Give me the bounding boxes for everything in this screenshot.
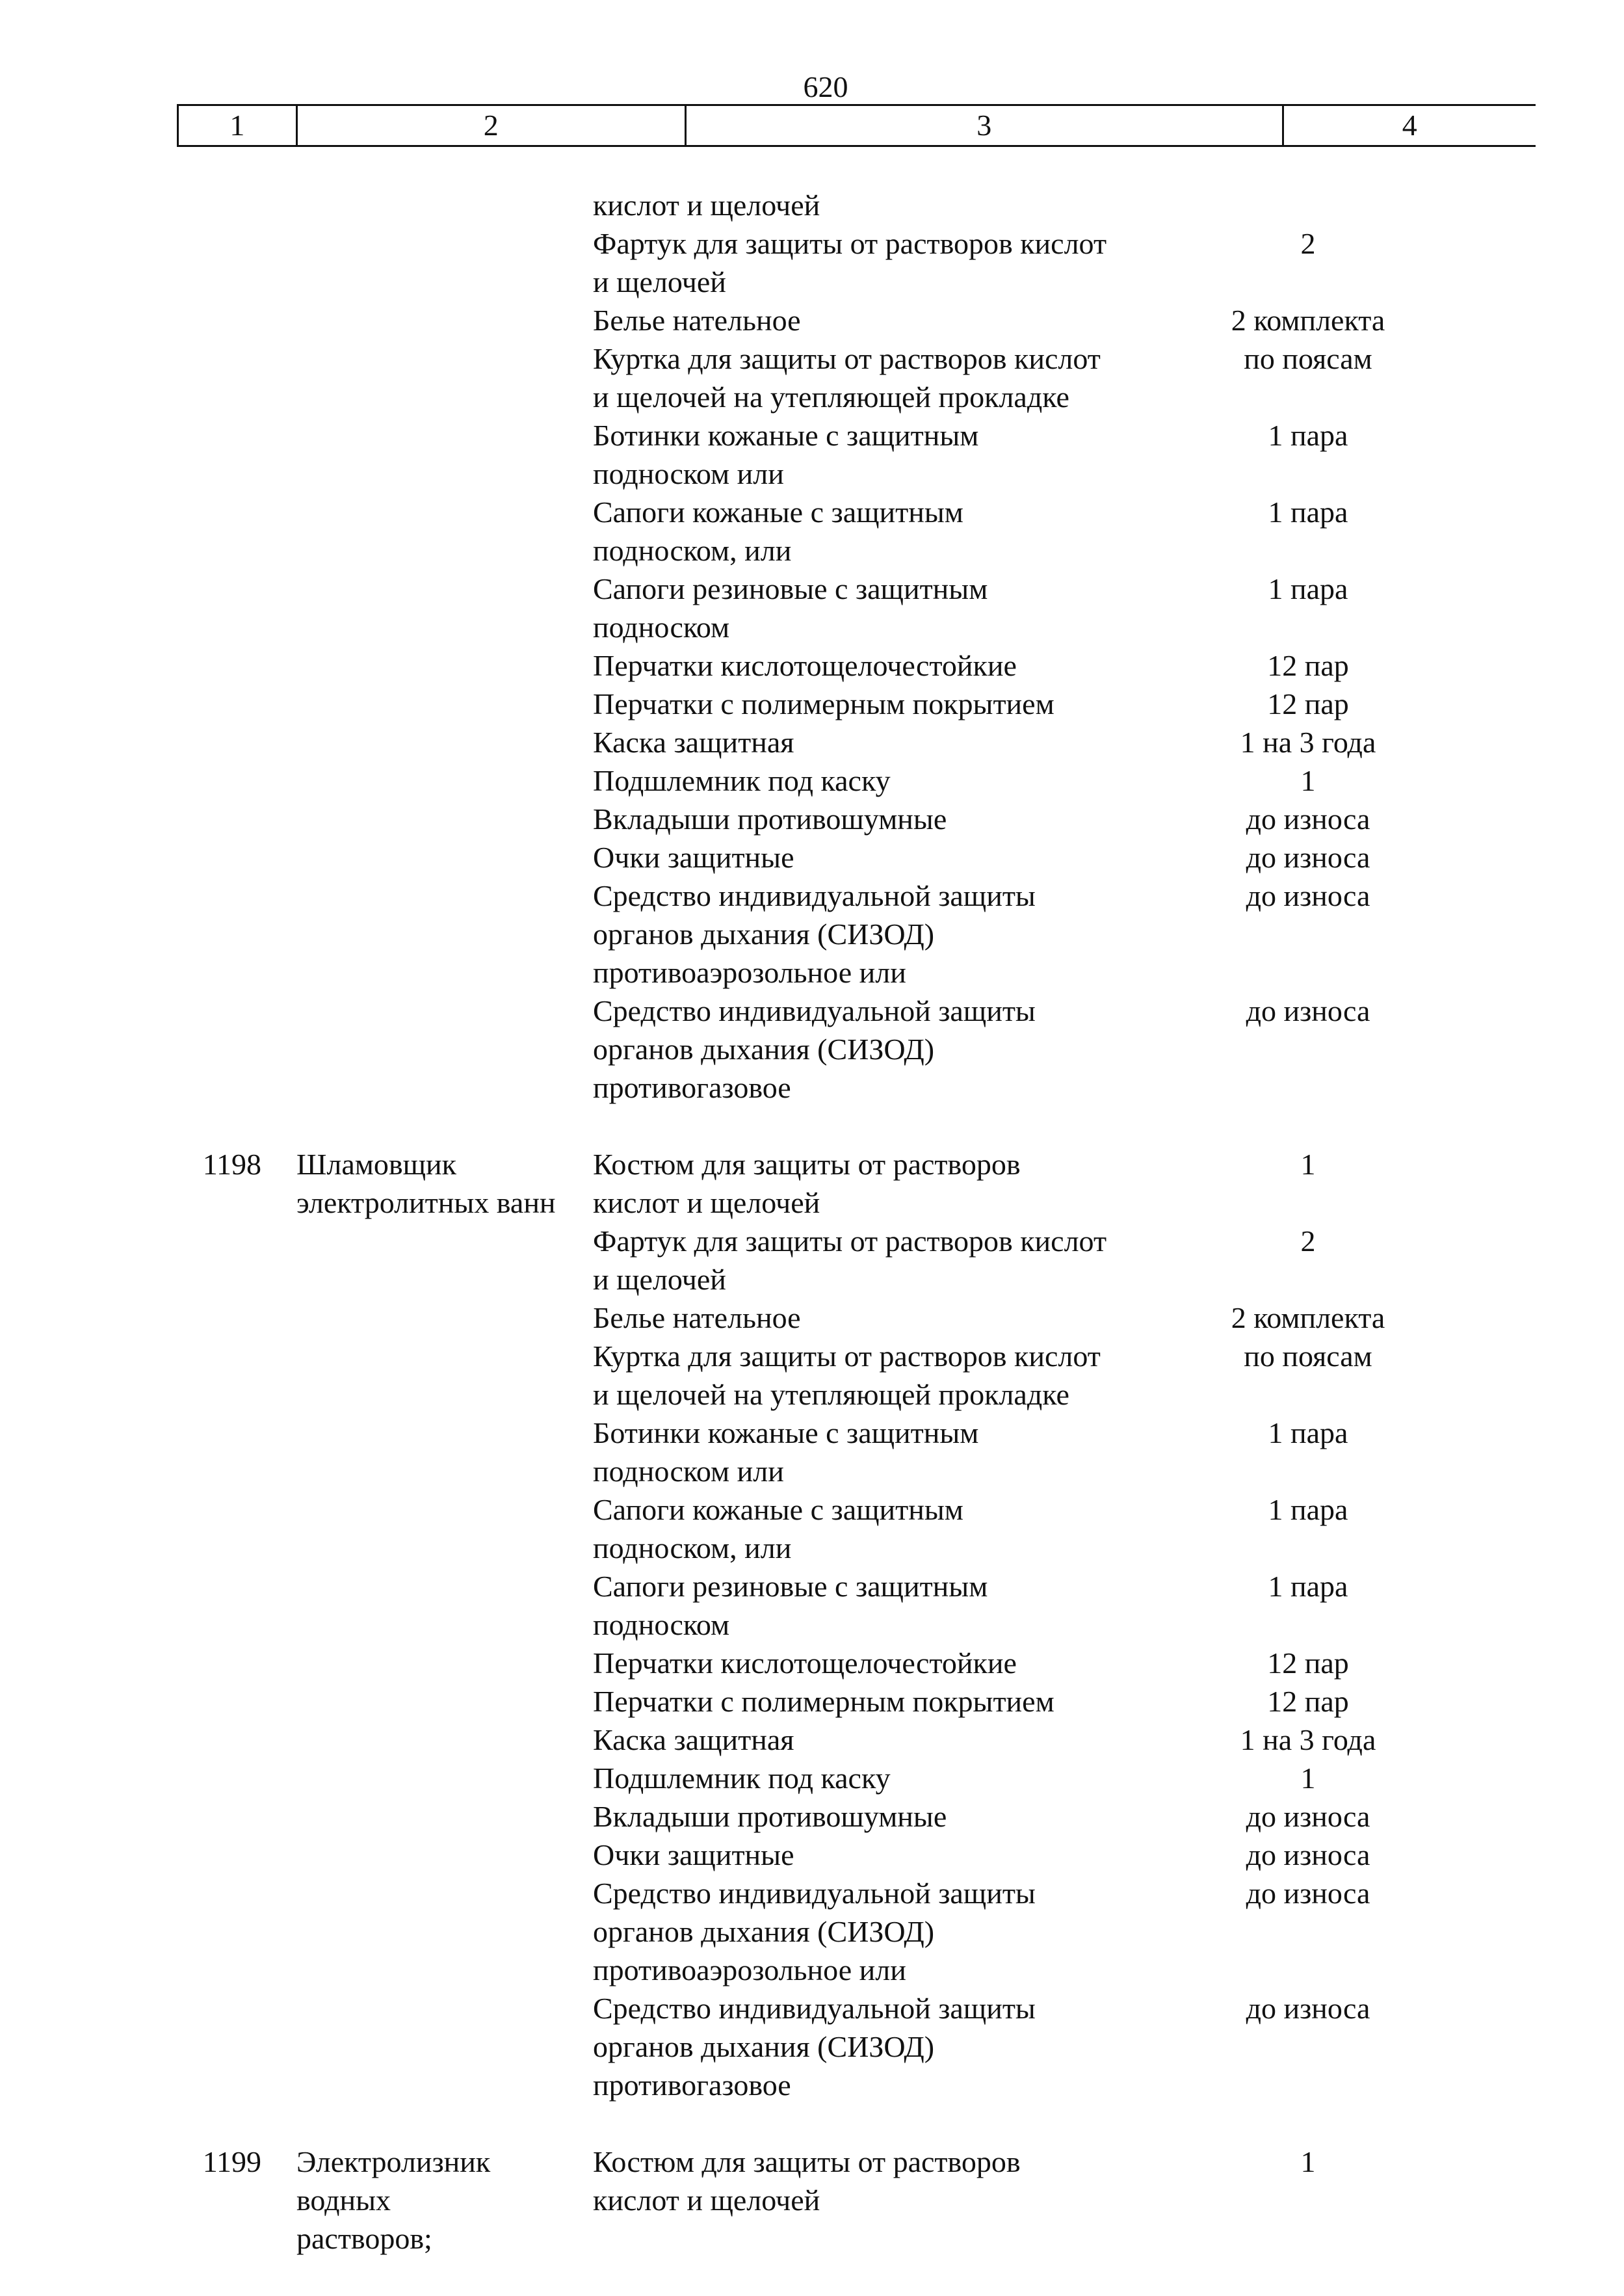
row-number [177,301,286,339]
profession-name [286,1836,590,1874]
profession-name [286,570,590,646]
protective-item-name [590,1797,1178,1836]
item-name-line: Подшлемник под каску [593,764,891,797]
profession-line: растворов; [296,2222,432,2255]
profession-name [286,1759,590,1797]
item-name-line: Перчатки с полимерным покрытием [593,1685,1054,1718]
item-name-line: и щелочей на утепляющей прокладке [593,380,1069,414]
profession-name [286,685,590,723]
row-number [177,646,286,685]
row-number [177,1644,286,1682]
column-header-4: 4 [1402,109,1417,142]
protective-item-name [590,723,1178,761]
profession-name [286,1644,590,1682]
table-row [177,646,1536,685]
item-name-line: Сапоги кожаные с защитным [593,495,963,529]
protective-item-name [590,416,1178,493]
table-row [177,1797,1536,1836]
issue-norm: 1 [1300,2145,1316,2178]
issue-norm: до износа [1246,841,1370,874]
table-row [177,800,1536,838]
row-number: 1198 [202,1148,261,1181]
table-row [177,1644,1536,1682]
item-name-line: Вкладыши противошумные [593,802,947,836]
item-name-line: Перчатки кислотощелочестойкие [593,649,1017,682]
item-name-line: Костюм для защиты от растворов [593,2145,1021,2178]
issue-norm: до износа [1246,879,1370,912]
table-row [177,1836,1536,1874]
item-name-line: и щелочей [593,265,726,298]
row-number [177,1299,286,1337]
table-row [177,1759,1536,1797]
table-row [177,416,1536,493]
issue-norm: 1 пара [1268,495,1348,529]
table-row [177,1989,1536,2104]
row-number [177,570,286,646]
profession-line: Шламовщик [296,1148,456,1181]
table-row [177,1682,1536,1721]
profession-name [286,800,590,838]
table-row [177,1337,1536,1414]
row-number [177,1490,286,1567]
item-name-line: кислот и щелочей [593,189,820,222]
protective-item-name [590,1989,1178,2104]
item-name-line: Каска защитная [593,726,794,759]
table-row [177,1299,1536,1337]
item-name-line: и щелочей [593,1263,726,1296]
profession-name [286,493,590,570]
item-name-line: Сапоги резиновые с защитным [593,1570,988,1603]
protective-item-name [590,1490,1178,1567]
profession-name [286,877,590,992]
row-number [177,723,286,761]
item-name-line: Сапоги резиновые с защитным [593,572,988,605]
protective-item-name [590,761,1178,800]
norms-table-body [177,186,1536,2296]
profession-name [286,416,590,493]
row-number [177,186,286,224]
column-header-3: 3 [687,106,1284,145]
table-row [177,1145,1536,1222]
protective-item-name [590,570,1178,646]
column-header-2: 2 [298,106,687,145]
item-name-line: Ботинки кожаные с защитным [593,419,979,452]
table-row [177,1414,1536,1490]
table-row [177,877,1536,992]
row-number [177,800,286,838]
profession-name [286,761,590,800]
protective-item-name [590,800,1178,838]
issue-norm: 1 [1300,1762,1316,1795]
protective-item-name [590,1414,1178,1490]
issue-norm: 1 пара [1268,572,1348,605]
row-number: 1199 [202,2145,261,2178]
row-number [177,877,286,992]
item-name-line: Очки защитные [593,1838,794,1871]
issue-norm: 2 [1300,1224,1316,1258]
protective-item-name [590,1759,1178,1797]
row-number [177,1759,286,1797]
row-number [177,1721,286,1759]
row-number [177,339,286,416]
issue-norm: до износа [1246,1838,1370,1871]
protective-item-name [590,186,1178,224]
issue-norm: 2 [1300,227,1316,260]
item-name-line: органов дыхания (СИЗОД) [593,1915,935,1948]
item-name-line: противогазовое [593,2068,791,2102]
row-number [177,761,286,800]
item-name-line: Костюм для защиты от растворов [593,1148,1021,1181]
item-name-line: подноском, или [593,1531,792,1564]
item-name-line: органов дыхания (СИЗОД) [593,1033,935,1066]
item-name-line: противогазовое [593,1071,791,1104]
profession-name [286,1567,590,1644]
table-row [177,723,1536,761]
column-header-1: 1 [179,106,298,145]
table-row [177,301,1536,339]
issue-norm: до износа [1246,994,1370,1027]
row-number [177,1682,286,1721]
column-header-row [177,104,1536,147]
protective-item-name [590,301,1178,339]
profession-name [286,2143,590,2258]
item-name-line: кислот и щелочей [593,1186,820,1219]
protective-item-name [590,224,1178,301]
protective-item-name [590,1299,1178,1337]
item-name-line: Перчатки кислотощелочестойкие [593,1646,1017,1680]
issue-norm: по поясам [1244,1339,1372,1373]
item-name-line: Белье нательное [593,1301,801,1334]
item-name-line: Подшлемник под каску [593,1762,891,1795]
protective-item-name [590,339,1178,416]
item-name-line: Очки защитные [593,841,794,874]
profession-line: Электролизник водных [296,2145,491,2217]
protective-item-name [590,685,1178,723]
item-name-line: противоаэрозольное или [593,1953,906,1986]
issue-norm: до износа [1246,1800,1370,1833]
item-name-line: Белье нательное [593,304,801,337]
row-number [177,1836,286,1874]
table-row [177,1222,1536,1299]
table-row [177,992,1536,1107]
item-name-line: органов дыхания (СИЗОД) [593,917,935,951]
table-row [177,761,1536,800]
item-name-line: Каска защитная [593,1723,794,1756]
protective-item-name [590,1337,1178,1414]
issue-norm: до износа [1246,1992,1370,2025]
profession-name [286,301,590,339]
table-row [177,186,1536,224]
item-name-line: Средство индивидуальной защиты [593,994,1036,1027]
item-name-line: Перчатки с полимерным покрытием [593,687,1054,720]
item-name-line: Вкладыши противошумные [593,1800,947,1833]
item-name-line: Средство индивидуальной защиты [593,879,1036,912]
row-number [177,1337,286,1414]
row-number [177,224,286,301]
table-row [177,570,1536,646]
item-name-line: Фартук для защиты от растворов кислот [593,227,1107,260]
issue-norm: 2 комплекта [1231,304,1385,337]
issue-norm: 12 пар [1267,1685,1349,1718]
profession-name [286,723,590,761]
profession-name [286,1337,590,1414]
profession-name [286,1145,590,1222]
issue-norm: 1 [1300,764,1316,797]
profession-name [286,1682,590,1721]
protective-item-name [590,493,1178,570]
table-row [177,224,1536,301]
profession-name [286,1299,590,1337]
row-number [177,416,286,493]
profession-name [286,1222,590,1299]
profession-name [286,1874,590,1989]
table-row [177,1567,1536,1644]
row-number [177,838,286,877]
issue-norm: 1 на 3 года [1240,726,1376,759]
item-name-line: подноском или [593,457,784,490]
protective-item-name [590,1836,1178,1874]
protective-item-name [590,2143,1178,2258]
row-number [177,992,286,1107]
profession-name [286,992,590,1107]
issue-norm [1178,186,1438,224]
item-name-line: и щелочей на утепляющей прокладке [593,1378,1069,1411]
protective-item-name [590,1721,1178,1759]
item-name-line: Ботинки кожаные с защитным [593,1416,979,1449]
issue-norm: 1 пара [1268,419,1348,452]
profession-name [286,1989,590,2104]
table-row [177,1874,1536,1989]
profession-line: электролитных ванн [296,1186,556,1219]
table-row [177,1721,1536,1759]
item-name-line: Сапоги кожаные с защитным [593,1493,963,1526]
issue-norm: 12 пар [1267,649,1349,682]
protective-item-name [590,877,1178,992]
table-row [177,493,1536,570]
profession-name [286,186,590,224]
issue-norm: 1 пара [1268,1416,1348,1449]
item-name-line: органов дыхания (СИЗОД) [593,2030,935,2063]
issue-norm: 12 пар [1267,1646,1349,1680]
issue-norm: 1 пара [1268,1493,1348,1526]
table-group [177,186,1536,1107]
table-row [177,685,1536,723]
item-name-line: Куртка для защиты от растворов кислот [593,342,1101,375]
issue-norm: 1 [1300,1148,1316,1181]
profession-name [286,838,590,877]
issue-norm: по поясам [1244,342,1372,375]
item-name-line: подноском [593,611,730,644]
row-number [177,1414,286,1490]
protective-item-name [590,1567,1178,1644]
profession-name [286,224,590,301]
table-row [177,2143,1536,2258]
protective-item-name [590,1145,1178,1222]
item-name-line: Куртка для защиты от растворов кислот [593,1339,1101,1373]
table-group [177,1145,1536,2104]
profession-name [286,646,590,685]
item-name-line: кислот и щелочей [593,2184,820,2217]
profession-name [286,339,590,416]
protective-item-name [590,1644,1178,1682]
table-row [177,1490,1536,1567]
item-name-line: подноском, или [593,534,792,567]
protective-item-name [590,838,1178,877]
item-name-line: подноском или [593,1455,784,1488]
profession-name [286,1490,590,1567]
item-name-line: подноском [593,1608,730,1641]
table-row [177,339,1536,416]
item-name-line: Средство индивидуальной защиты [593,1877,1036,1910]
row-number [177,1567,286,1644]
protective-item-name [590,1874,1178,1989]
profession-name [286,1721,590,1759]
table-row [177,838,1536,877]
issue-norm: 1 пара [1268,1570,1348,1603]
row-number [177,685,286,723]
profession-name [286,1414,590,1490]
protective-item-name [590,646,1178,685]
protective-item-name [590,1682,1178,1721]
row-number [177,493,286,570]
item-name-line: Средство индивидуальной защиты [593,1992,1036,2025]
protective-item-name [590,992,1178,1107]
issue-norm: 12 пар [1267,687,1349,720]
issue-norm: 2 комплекта [1231,1301,1385,1334]
profession-name [286,1797,590,1836]
issue-norm: до износа [1246,1877,1370,1910]
row-number [177,1222,286,1299]
protective-item-name [590,1222,1178,1299]
issue-norm: 1 на 3 года [1240,1723,1376,1756]
table-group [177,2143,1536,2258]
row-number [177,1797,286,1836]
item-name-line: Фартук для защиты от растворов кислот [593,1224,1107,1258]
row-number [177,1989,286,2104]
issue-norm: до износа [1246,802,1370,836]
item-name-line: противоаэрозольное или [593,956,906,989]
row-number [177,1874,286,1989]
page-number: 620 [803,70,848,103]
